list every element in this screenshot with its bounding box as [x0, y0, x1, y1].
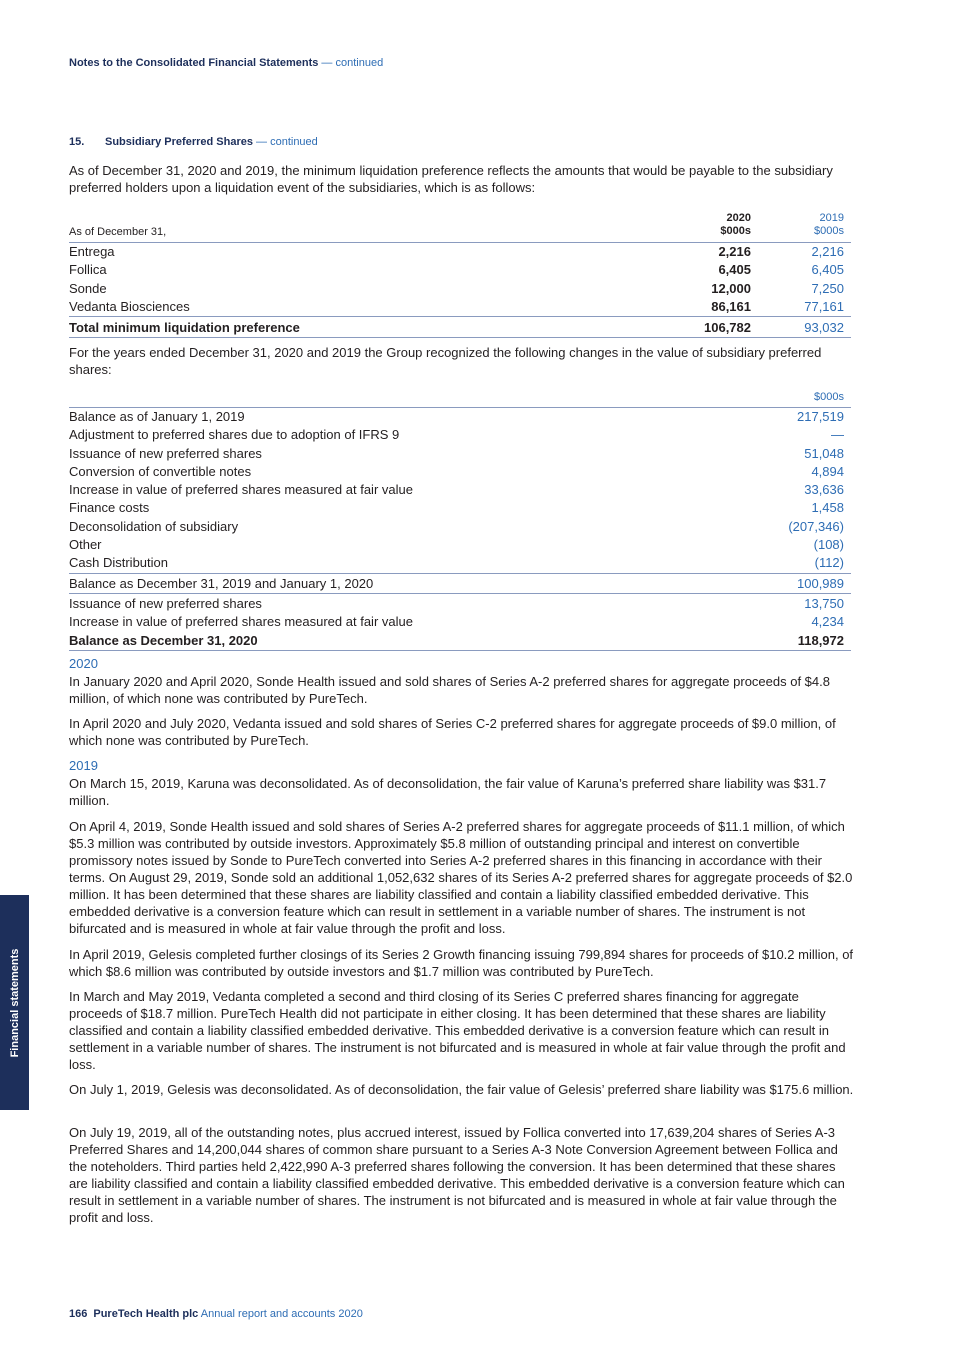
row-value-2019: 2,216	[811, 244, 844, 259]
row-value: 33,636	[804, 482, 844, 498]
liquidation-table	[69, 242, 851, 338]
footer-company: PureTech Health plc	[93, 1308, 199, 1320]
liquidation-table-header	[69, 212, 851, 240]
section-suffix: — continued	[252, 136, 318, 148]
total-row	[69, 632, 851, 651]
year-2020-heading: 2020	[69, 656, 98, 671]
table-row	[69, 243, 851, 261]
row-label: Issuance of new preferred shares	[69, 595, 262, 611]
table-row	[69, 595, 851, 613]
row-label: Cash Distribution	[69, 555, 168, 571]
table-row	[69, 445, 851, 463]
row-value: 1,458	[811, 500, 844, 516]
row-label: Vedanta Biosciences	[69, 298, 190, 314]
note-2019-paragraph-3: In April 2019, Gelesis completed further closings of its Series 2 Growth financing issuing 799,894 shares for proceeds of $10.2 million, of which $8.6 million was contributed by outside investors and $1.7 million was contributed by PureTech.	[69, 947, 854, 979]
row-value: (207,346)	[788, 518, 844, 534]
row-value: 217,519	[797, 409, 844, 424]
row-value-2019: 6,405	[811, 262, 844, 278]
row-label: Balance as of January 1, 2019	[69, 409, 245, 424]
changes-table	[69, 407, 851, 651]
note-2019-paragraph-2: On April 4, 2019, Sonde Health issued and sold shares of Series A-2 preferred shares for aggregate proceeds of $11.1 million, of which $5.3 million was contributed by outside investors. Approximately $5.8 million of outstanding principal and interest on convertible promissory notes issued by Sonde to PureTech converted into Series A-2 preferred shares in this financing in accordance with their terms. On August 29, 2019, Sonde sold an additional 1,052,632 shares of its Series A-2 preferred shares for aggregate proceeds of $2.0 million. It has been determined that these shares are liability classified and contain a liability classified embedded derivative. This embedded derivative is a conversion feature which can result in settlement in a variable number of shares. The instrument is not bifurcated and is measured in whole at fair value through the profit and loss.	[69, 819, 853, 936]
note-2020-paragraph-2: In April 2020 and July 2020, Vedanta issued and sold shares of Series C-2 preferred shares for aggregate proceeds of $9.0 million, of which none was contributed by PureTech.	[69, 716, 836, 748]
intro-paragraph: As of December 31, 2020 and 2019, the minimum liquidation preference reflects the amounts that would be payable to the subsidiary preferred holders upon a liquidation event of the subsidiaries, which is as follows:	[69, 163, 833, 195]
row-label: Issuance of new preferred shares	[69, 445, 262, 461]
row-label: Conversion of convertible notes	[69, 463, 252, 479]
row-value: (112)	[814, 555, 844, 571]
table-row	[69, 261, 851, 279]
table-row	[69, 280, 851, 298]
note-2019-paragraph-5: On July 1, 2019, Gelesis was deconsolidated. As of deconsolidation, the fair value of Gelesis’ preferred share liability was $175.6 million.	[69, 1082, 854, 1097]
total-row	[69, 319, 851, 338]
column-2019-year: 2019	[819, 212, 844, 224]
section-title: Subsidiary Preferred Shares	[105, 136, 253, 148]
row-value-2020: 86,161	[711, 298, 751, 314]
row-value: (108)	[813, 537, 844, 553]
footer-report: Annual report and accounts 2020	[198, 1308, 363, 1320]
table-row	[69, 518, 851, 536]
page-number: 166	[69, 1308, 88, 1320]
table-row	[69, 463, 851, 481]
running-header-suffix: — continued	[318, 57, 384, 69]
row-label: Other	[69, 537, 102, 553]
table-row	[69, 499, 851, 517]
row-label: Adjustment to preferred shares due to adoption of IFRS 9	[69, 427, 400, 443]
column-2019	[814, 212, 844, 238]
row-value: 100,989	[797, 575, 844, 591]
section-side-tab	[0, 895, 29, 1110]
row-value-2020: 2,216	[718, 244, 751, 259]
section-heading	[69, 136, 318, 148]
total-value-2020: 106,782	[704, 320, 751, 336]
subtotal-row	[69, 575, 851, 594]
row-value-2019: 7,250	[811, 280, 844, 296]
table-row	[69, 613, 851, 631]
row-value-2020: 12,000	[711, 280, 751, 296]
note-2019-paragraph-1: On March 15, 2019, Karuna was deconsolidated. As of deconsolidation, the fair value of Karuna’s preferred share liability was $31.7 million.	[69, 776, 827, 808]
row-label: Balance as December 31, 2020	[69, 632, 258, 648]
row-label: Entrega	[69, 244, 115, 259]
row-value-2019: 77,161	[804, 298, 844, 314]
row-label: Sonde	[69, 280, 107, 296]
row-label: Increase in value of preferred shares measured at fair value	[69, 482, 413, 498]
row-value: 51,048	[804, 445, 844, 461]
row-label: Balance as December 31, 2019 and January 1, 2020	[69, 575, 374, 591]
row-label: Follica	[69, 262, 107, 278]
column-2020-year: 2020	[726, 212, 751, 224]
total-label: Total minimum liquidation preference	[69, 320, 300, 336]
table-row	[69, 554, 851, 573]
row-value: 4,894	[811, 463, 844, 479]
page-footer	[69, 1308, 363, 1320]
table-row	[69, 426, 851, 444]
note-2019-paragraph-4: In March and May 2019, Vedanta completed a second and third closing of its Series C preferred shares financing for aggregate proceeds of $18.7 million. PureTech Health did not participate in either closing. It has been determined that these shares are liability classified and contain a liability classified embedded derivative. This embedded derivative is a conversion feature which can result in settlement in a variable number of shares. The instrument is not bifurcated and is measured in whole at fair value through the profit and loss.	[69, 989, 846, 1072]
column-2020	[720, 212, 751, 238]
section-side-tab-label: Financial statements	[8, 948, 21, 1057]
column-2020-unit: $000s	[720, 225, 751, 237]
running-header	[69, 57, 383, 69]
table-row	[69, 481, 851, 499]
row-value-2020: 6,405	[718, 262, 751, 278]
liquidation-table-label: As of December 31,	[69, 226, 167, 238]
changes-intro-paragraph: For the years ended December 31, 2020 and 2019 the Group recognized the following changes in the value of subsidiary preferred shares:	[69, 345, 822, 377]
total-value-2019: 93,032	[804, 320, 844, 336]
row-value: —	[831, 427, 844, 443]
running-header-title: Notes to the Consolidated Financial Statements	[69, 57, 319, 69]
table-row	[69, 298, 851, 317]
row-value: 4,234	[811, 614, 844, 630]
row-label: Finance costs	[69, 500, 150, 516]
note-2020-paragraph-1: In January 2020 and April 2020, Sonde Health issued and sold shares of Series A-2 preferred shares for aggregate proceeds of $4.8 million, of which none was contributed by PureTech.	[69, 674, 830, 706]
row-value: 13,750	[804, 595, 844, 611]
row-label: Deconsolidation of subsidiary	[69, 518, 239, 534]
row-value: 118,972	[797, 632, 844, 648]
row-label: Increase in value of preferred shares measured at fair value	[69, 614, 413, 630]
changes-table-unit: $000s	[814, 391, 844, 403]
table-row	[69, 408, 851, 426]
column-2019-unit: $000s	[814, 225, 844, 237]
section-number: 15.	[69, 136, 85, 148]
note-2019-paragraph-6: On July 19, 2019, all of the outstanding notes, plus accrued interest, issued by Follica converted into 17,639,204 shares of Series A-3 Preferred Shares and 14,200,044 shares of common share pursuant to a Series A-3 Note Conversion Agreement between Follica and the noteholders. Third parties held 2,422,990 A-3 preferred shares following the conversion. It has been determined that these shares are liability classified and contain a liability classified embedded derivative. This embedded derivative is a conversion feature which can result in settlement in a variable number of shares. The instrument is not bifurcated and is measured in whole at fair value through the profit and loss.	[69, 1125, 845, 1225]
table-row	[69, 536, 851, 554]
year-2019-heading: 2019	[69, 758, 98, 773]
